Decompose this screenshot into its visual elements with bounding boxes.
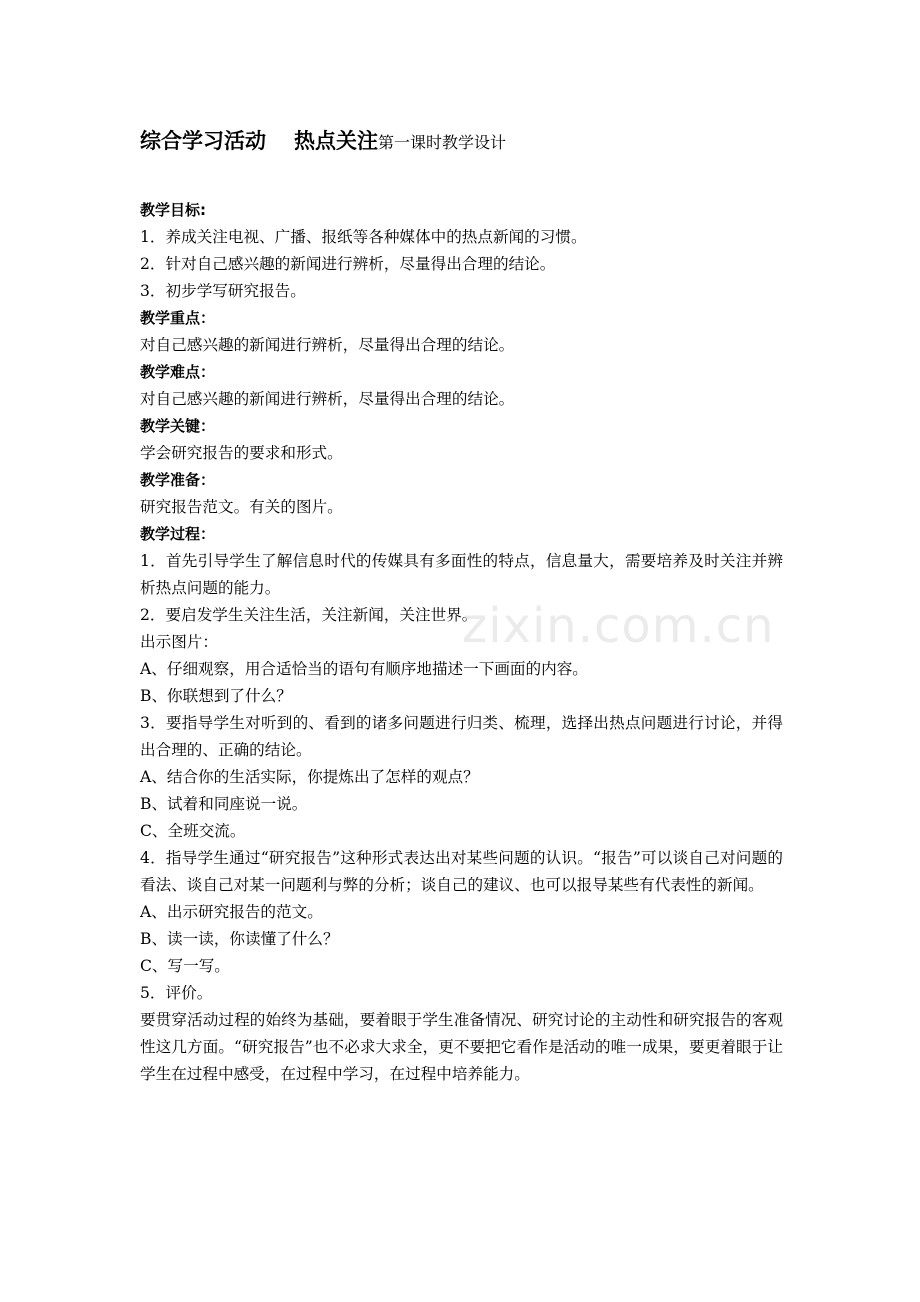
- section-heading: 教学难点：: [140, 363, 216, 381]
- body-paragraph: 5．评价。: [140, 984, 213, 1002]
- body-paragraph: B、读一读，你读懂了什么？: [140, 930, 339, 948]
- section-heading: 教学过程：: [140, 525, 216, 543]
- body-paragraph: C、全班交流。: [140, 822, 246, 840]
- watermark-text: zixin.com.cn: [462, 598, 775, 654]
- body-paragraph: 要贯穿活动过程的始终为基础，要着眼于学生准备情况、研究讨论的主动性和研究报告的客观性这几方面。“研究报告”也不必求大求全，更不要把它看作是活动的唯一成果，要更着眼于让学生在过程中感受，在过程中学习，在过程中培养能力。: [140, 1011, 783, 1083]
- body-paragraph: A、结合你的生活实际，你提炼出了怎样的观点？: [140, 768, 479, 786]
- body-paragraph: A、出示研究报告的范文。: [140, 903, 323, 921]
- body-paragraph: 出示图片：: [140, 633, 218, 651]
- body-paragraph: B、试着和同座说一说。: [140, 795, 308, 813]
- body-paragraph: 4．指导学生通过“研究报告”这种形式表达出对某些问题的认识。“报告”可以谈自己对问题的看法、谈自己对某一问题利与弊的分析；谈自己的建议、也可以报导某些有代表性的新闻。: [140, 849, 783, 894]
- body-paragraph: C、写一写。: [140, 957, 230, 975]
- body-paragraph: B、你联想到了什么？: [140, 687, 292, 705]
- body-paragraph: 3．要指导学生对听到的、看到的诸多问题进行归类、梳理，选择出热点问题进行讨论，并得出合理的、正确的结论。: [140, 714, 783, 759]
- document-body: [140, 197, 783, 1088]
- title-subtitle: 第一课时教学设计: [378, 133, 507, 152]
- title-main-topic: 热点关注: [294, 129, 378, 153]
- body-paragraph: 对自己感兴趣的新闻进行辨析，尽量得出合理的结论。: [140, 390, 515, 408]
- document-title: [140, 124, 506, 160]
- body-paragraph: 研究报告范文。有关的图片。: [140, 498, 343, 516]
- section-heading: 教学准备：: [140, 471, 216, 489]
- section-heading: 教学目标:: [140, 201, 206, 219]
- body-paragraph: 1．首先引导学生了解信息时代的传媒具有多面性的特点，信息量大，需要培养及时关注并辨析热点问题的能力。: [140, 552, 783, 597]
- body-paragraph: 对自己感兴趣的新闻进行辨析，尽量得出合理的结论。: [140, 336, 515, 354]
- body-paragraph: 3．初步学写研究报告。: [140, 282, 306, 300]
- body-paragraph: 1．养成关注电视、广播、报纸等各种媒体中的热点新闻的习惯。: [140, 228, 587, 246]
- section-heading: 教学重点：: [140, 309, 216, 327]
- body-paragraph: A、仔细观察，用合适恰当的语句有顺序地描述一下画面的内容。: [140, 660, 588, 678]
- body-paragraph: 2．要启发学生关注生活，关注新闻，关注世界。: [140, 606, 478, 624]
- title-main-activity: 综合学习活动: [140, 129, 266, 153]
- body-paragraph: 2．针对自己感兴趣的新闻进行辨析，尽量得出合理的结论。: [140, 255, 556, 273]
- section-heading: 教学关键：: [140, 417, 216, 435]
- body-paragraph: 学会研究报告的要求和形式。: [140, 444, 343, 462]
